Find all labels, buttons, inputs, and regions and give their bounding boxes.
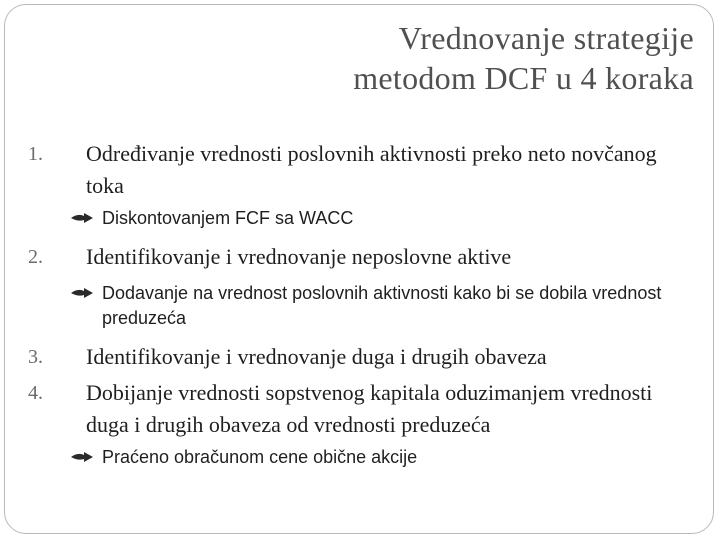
step-item-2 (0, 241, 720, 273)
title-line-1: Vrednovanje strategije (398, 20, 694, 56)
step-item-1 (0, 138, 720, 202)
arrow-bullet-icon (70, 450, 94, 464)
sub-item-text: Praćeno obračunom cene obične akcije (102, 447, 418, 467)
step-text: Identifikovanje i vrednovanje neposlovne aktive (86, 244, 512, 269)
title-line-2: metodom DCF u 4 koraka (353, 60, 694, 96)
step-text: Određivanje vrednosti poslovnih aktivnosti preko neto novčanog toka (86, 141, 657, 198)
sub-item (0, 206, 720, 231)
step-text: Identifikovanje i vrednovanje duga i drugih obaveza (86, 344, 547, 369)
step-number: 2. (28, 246, 43, 268)
arrow-bullet-icon (70, 211, 94, 225)
sub-item (0, 445, 720, 470)
step-item-3 (0, 341, 720, 373)
sub-item (0, 281, 720, 331)
step-list (0, 138, 720, 470)
sub-item-text: Dodavanje na vrednost poslovnih aktivnosti kako bi se dobila vrednost preduzeća (102, 283, 662, 328)
step-item-4 (0, 377, 720, 441)
step-number: 3. (28, 346, 43, 368)
arrow-bullet-icon (70, 286, 94, 300)
step-text: Dobijanje vrednosti sopstvenog kapitala oduzimanjem vrednosti duga i drugih obaveza od vrednosti preduzeća (86, 380, 653, 437)
step-number: 4. (28, 382, 43, 404)
slide-title (94, 18, 694, 98)
step-number: 1. (28, 143, 43, 165)
sub-item-text: Diskontovanjem FCF sa WACC (102, 208, 354, 228)
